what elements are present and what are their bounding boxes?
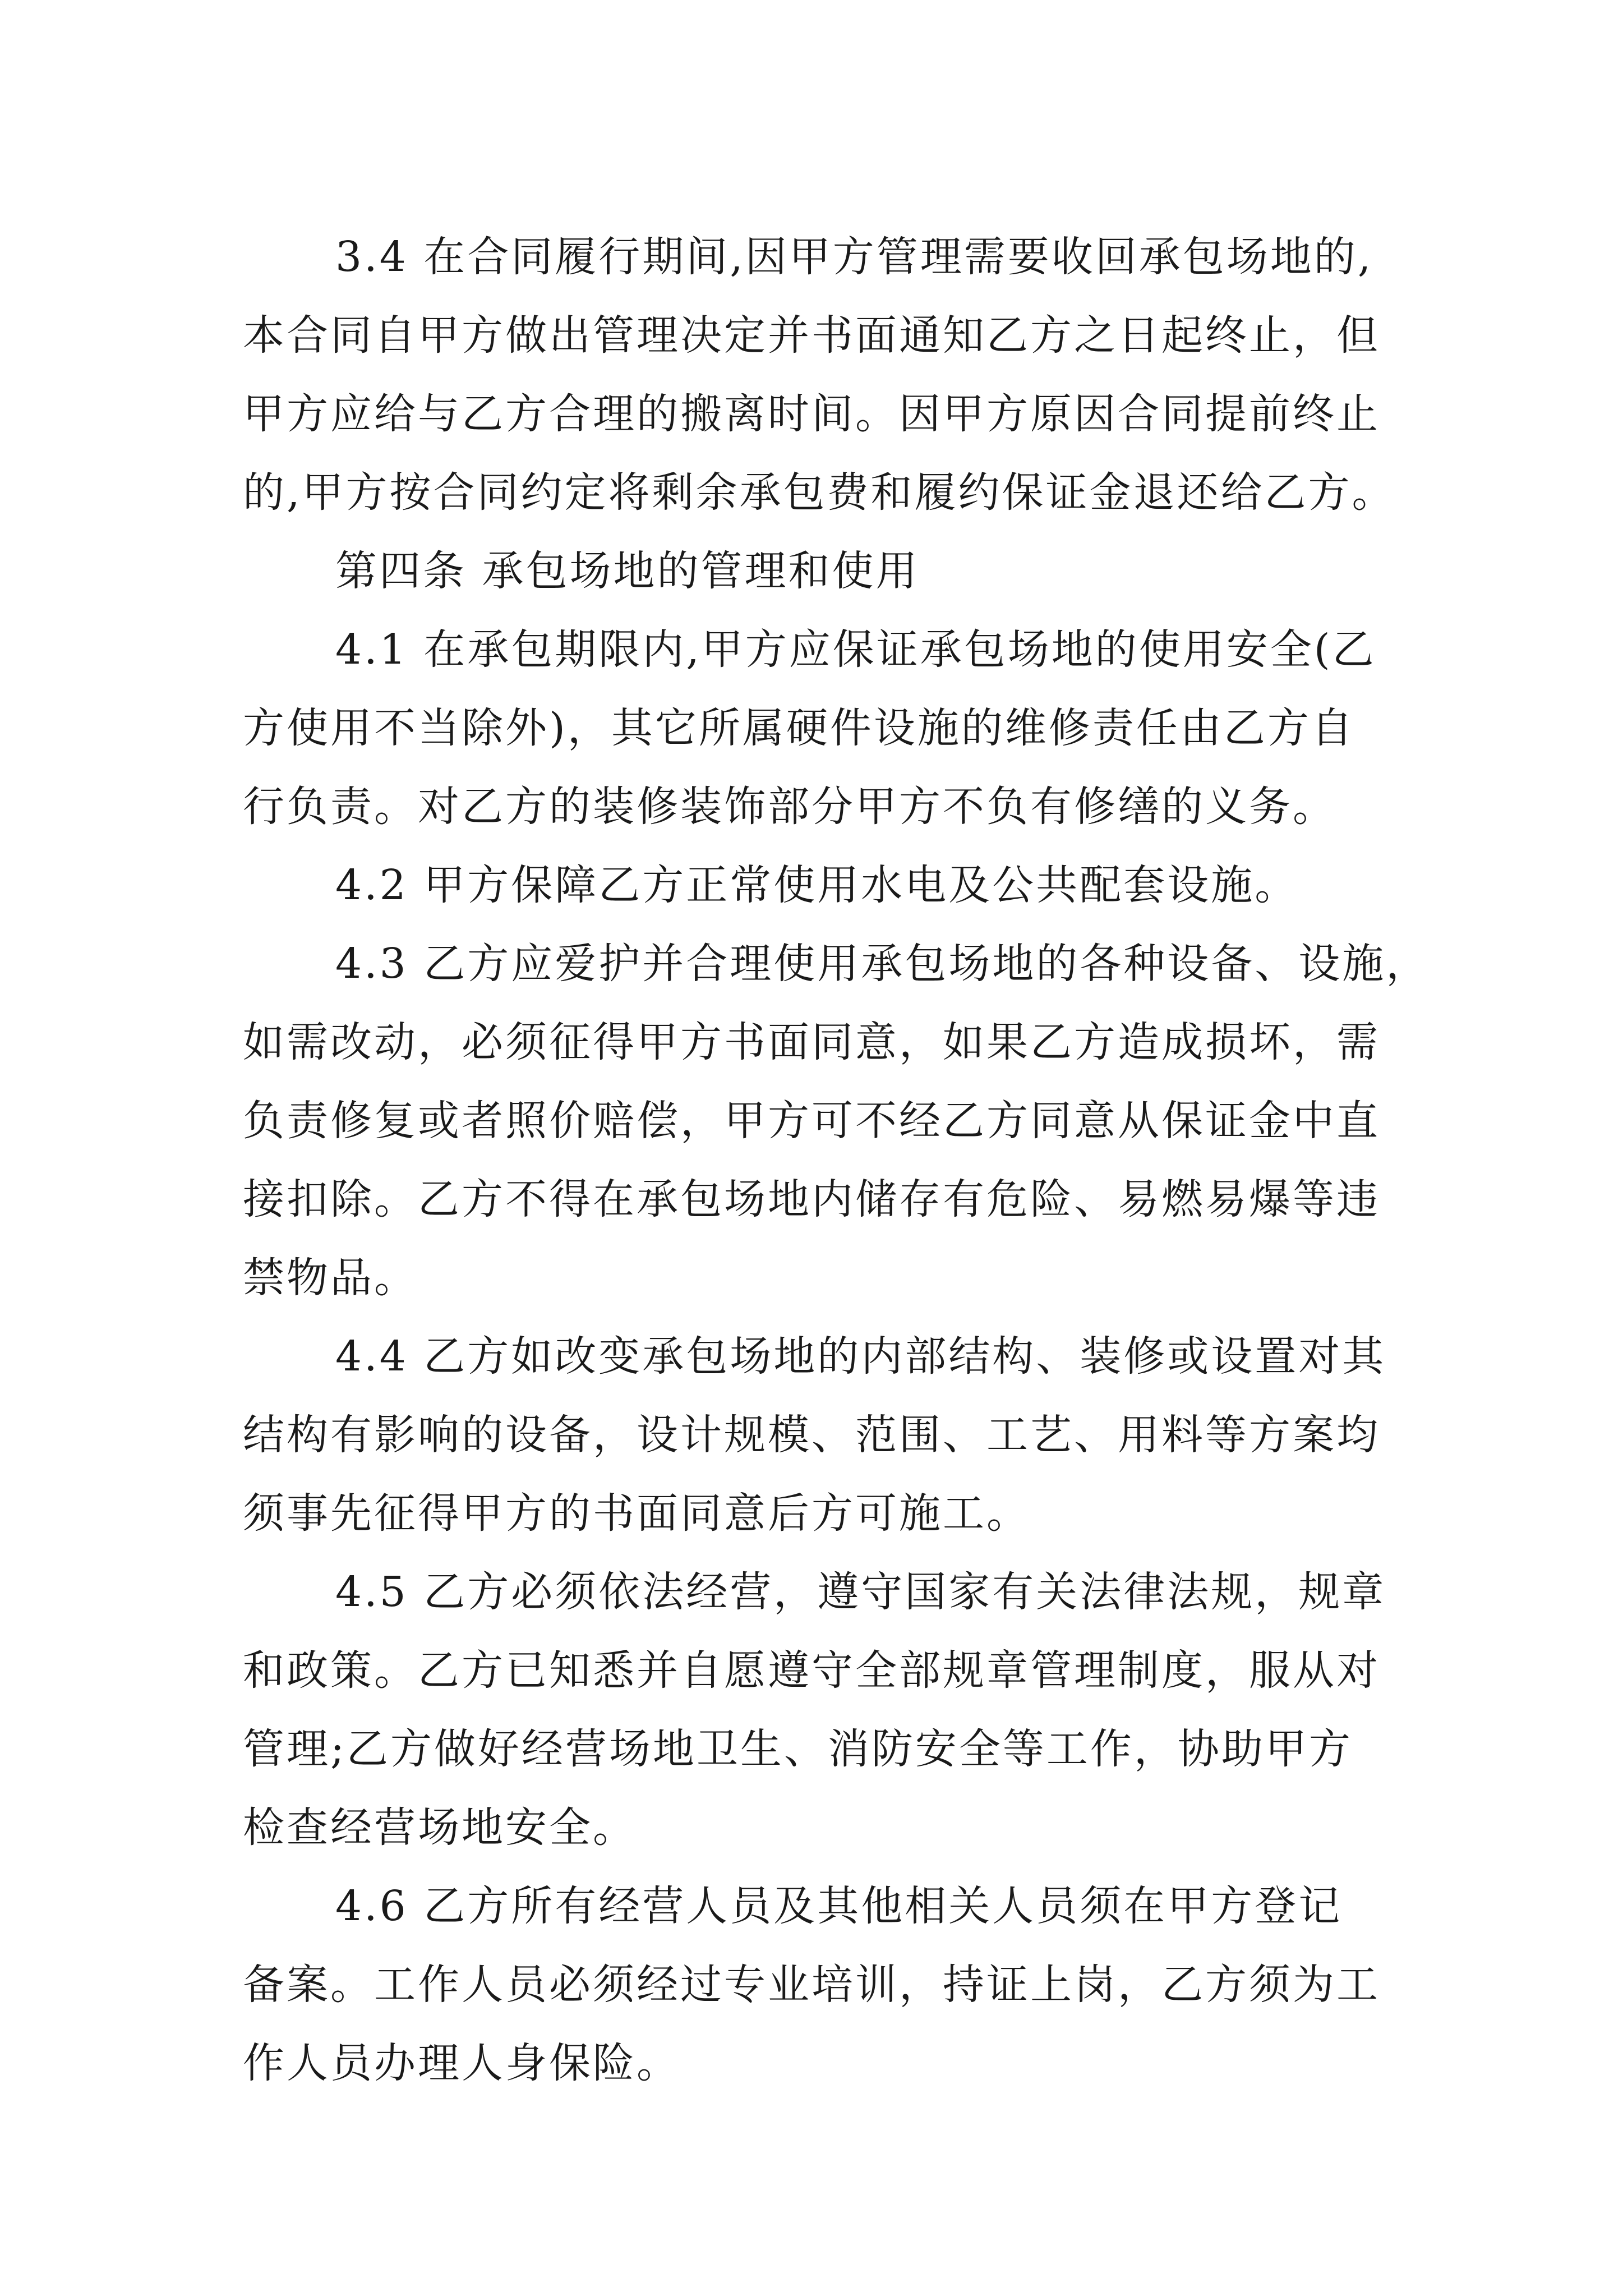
text-line: 须事先征得甲方的书面同意后方可施工。 — [243, 1489, 1030, 1538]
text-line: 4.1 在承包期限内,甲方应保证承包场地的使用安全(乙 — [335, 625, 1376, 674]
text-line: 的,甲方按合同约定将剩余承包费和履约保证金退还给乙方。 — [243, 468, 1396, 517]
text-line: 4.5 乙方必须依法经营，遵守国家有关法律法规，规章 — [335, 1568, 1386, 1616]
text-line: 备案。工作人员必须经过专业培训，持证上岗，乙方须为工 — [243, 1961, 1380, 2009]
text-line: 负责修复或者照价赔偿，甲方可不经乙方同意从保证金中直 — [243, 1097, 1380, 1145]
text-line: 接扣除。乙方不得在承包场地内储存有危险、易燃易爆等违 — [243, 1175, 1380, 1223]
text-line: 结构有影响的设备，设计规模、范围、工艺、用料等方案均 — [243, 1411, 1380, 1459]
text-line: 作人员办理人身保险。 — [243, 2039, 680, 2087]
text-line: 禁物品。 — [243, 1254, 418, 1302]
text-line: 方使用不当除外)，其它所属硬件设施的维修责任由乙方自 — [243, 704, 1355, 752]
text-line: 3.4 在合同履行期间,因甲方管理需要收回承包场地的, — [335, 233, 1373, 281]
text-line: 第四条 承包场地的管理和使用 — [335, 547, 920, 595]
text-line: 检查经营场地安全。 — [243, 1803, 637, 1852]
paragraph-4-6 — [243, 1867, 1421, 2102]
text-line: 4.4 乙方如改变承包场地的内部结构、装修或设置对其 — [335, 1332, 1386, 1381]
paragraph-4-5 — [243, 1553, 1421, 1867]
paragraph-3-4 — [243, 218, 1421, 532]
text-line: 如需改动，必须征得甲方书面同意，如果乙方造成损坏，需 — [243, 1018, 1380, 1066]
document-body — [243, 218, 1430, 2102]
text-line: 4.3 乙方应爱护并合理使用承包场地的各种设备、设施， — [335, 940, 1430, 988]
paragraph-4-3 — [243, 924, 1430, 1317]
paragraph-4-2 — [243, 846, 1421, 924]
text-line: 行负责。对乙方的装修装饰部分甲方不负有修缮的义务。 — [243, 783, 1336, 831]
text-line: 甲方应给与乙方合理的搬离时间。因甲方原因合同提前终止 — [243, 390, 1380, 438]
text-line: 4.6 乙方所有经营人员及其他相关人员须在甲方登记 — [335, 1882, 1343, 1930]
text-line: 本合同自甲方做出管理决定并书面通知乙方之日起终止，但 — [243, 311, 1380, 360]
text-line: 管理;乙方做好经营场地卫生、消防安全等工作，协助甲方 — [243, 1725, 1353, 1773]
paragraph-4-1 — [243, 610, 1421, 846]
text-line: 和政策。乙方已知悉并自愿遵守全部规章管理制度，服从对 — [243, 1646, 1380, 1695]
text-line: 4.2 甲方保障乙方正常使用水电及公共配套设施。 — [335, 861, 1299, 909]
article-4-heading — [243, 532, 1421, 610]
paragraph-4-4 — [243, 1317, 1421, 1553]
